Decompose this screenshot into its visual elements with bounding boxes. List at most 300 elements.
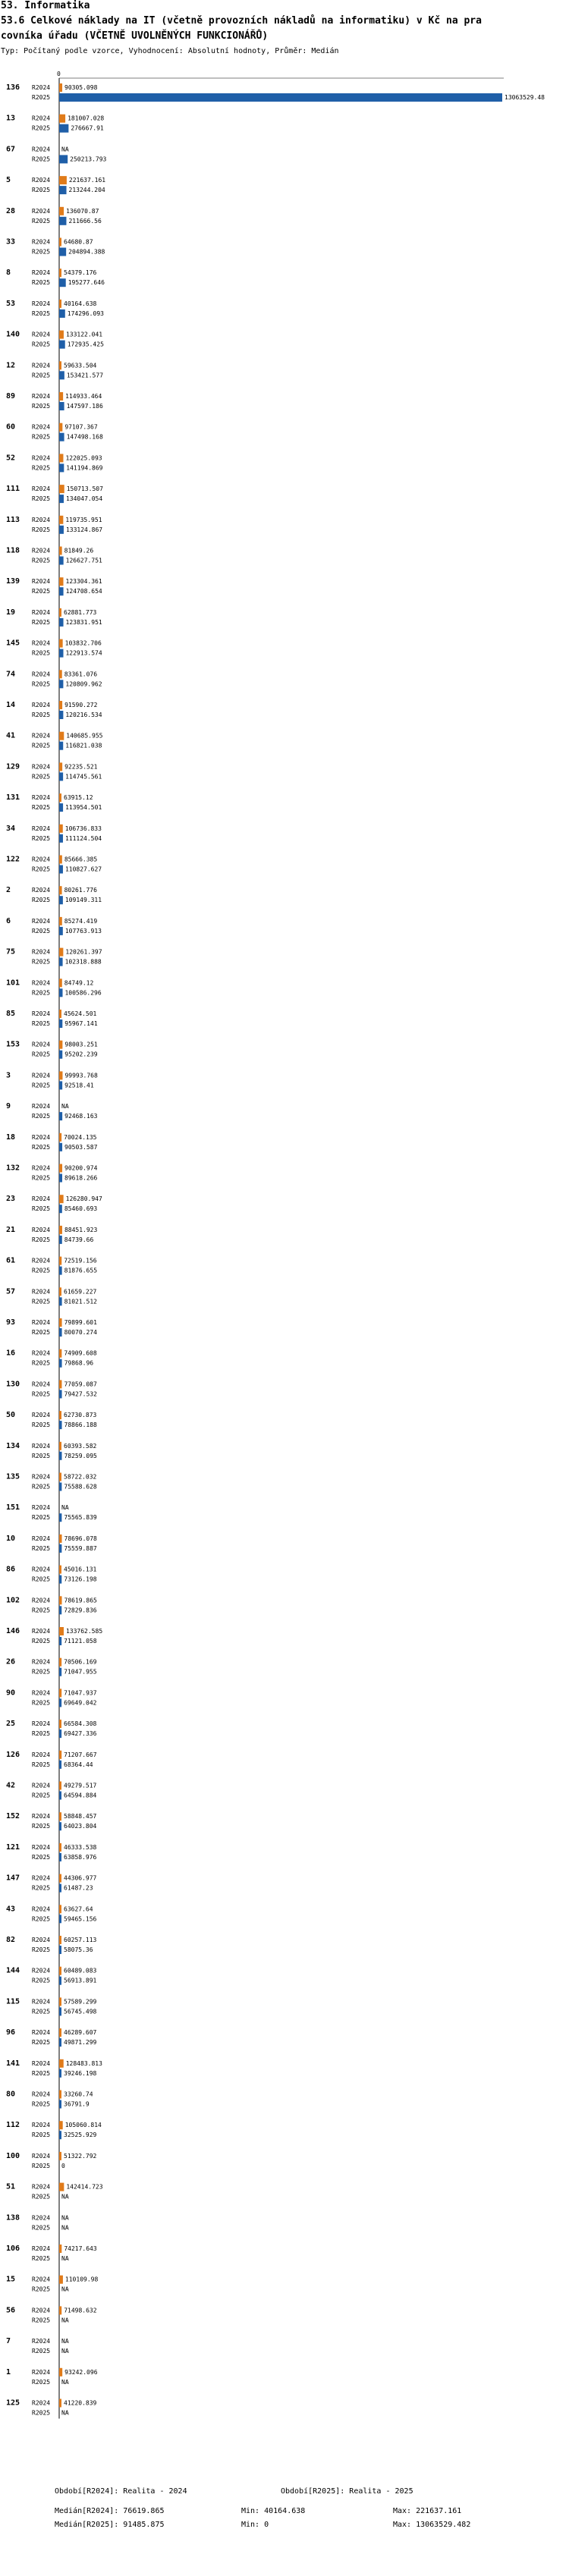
bar-r2024 (59, 670, 62, 678)
category-label: 89 (6, 392, 16, 401)
series-label-r2025: R2025 (32, 1082, 51, 1089)
category-label: 53 (6, 299, 16, 308)
series-label-r2024: R2024 (32, 639, 51, 647)
data-label-r2024: 103832.706 (64, 639, 102, 647)
data-label-r2024: 46289.607 (64, 2029, 97, 2037)
bar-r2025 (59, 1112, 62, 1120)
bar-r2024 (59, 732, 64, 740)
series-label-r2024: R2024 (32, 608, 51, 616)
data-label-r2024: 140685.955 (66, 732, 103, 740)
series-label-r2024: R2024 (32, 1689, 51, 1697)
bar-r2025 (59, 618, 64, 627)
category-label: 80 (6, 2090, 16, 2099)
data-label-r2024: 62881.773 (64, 608, 97, 616)
category-label: 111 (6, 485, 20, 494)
legend-period-2024: Období[R2024]: Realita - 2024 (55, 2487, 187, 2496)
series-label-r2024: R2024 (32, 2214, 51, 2222)
data-label-r2024: 142414.723 (66, 2183, 103, 2191)
data-label-r2025: 250213.793 (70, 156, 107, 163)
bar-r2024 (59, 1257, 61, 1265)
series-label-r2024: R2024 (32, 2152, 51, 2160)
data-label-r2025: 90503.587 (64, 1143, 98, 1151)
series-label-r2024: R2024 (32, 423, 51, 431)
category-label: 74 (6, 670, 16, 679)
series-label-r2024: R2024 (32, 1813, 51, 1820)
data-label-r2024: 60393.582 (64, 1442, 97, 1450)
bar-r2024 (59, 1442, 61, 1450)
data-label-r2025: 107763.913 (64, 927, 102, 935)
series-label-r2024: R2024 (32, 1473, 51, 1481)
data-label-r2025: 13063529.48 (505, 94, 545, 101)
bar-r2025 (59, 371, 64, 379)
data-label-r2024: 57589.299 (64, 1998, 97, 2006)
data-label-r2025: 147597.186 (66, 403, 103, 410)
series-label-r2025: R2025 (32, 2100, 51, 2108)
data-label-r2025: 71047.955 (64, 1668, 97, 1676)
bar-r2025 (59, 1328, 62, 1337)
category-label: 7 (6, 2337, 11, 2346)
data-label-r2024: 99993.768 (64, 1072, 98, 1079)
series-label-r2025: R2025 (32, 1575, 51, 1583)
data-label-r2025: 126627.751 (65, 557, 102, 564)
data-label-r2024: NA (61, 1103, 69, 1111)
series-label-r2025: R2025 (32, 1483, 51, 1491)
category-label: 33 (6, 237, 16, 247)
category-label: 42 (6, 1781, 16, 1790)
bar-r2025 (59, 803, 63, 812)
data-label-r2024: NA (61, 146, 69, 153)
bar-r2024 (59, 1041, 62, 1049)
bar-r2025 (59, 988, 62, 997)
bar-r2025 (59, 958, 63, 966)
bar-r2024 (59, 1287, 61, 1296)
bar-r2025 (59, 742, 63, 750)
data-label-r2025: 89618.266 (64, 1174, 98, 1182)
bar-r2024 (59, 1658, 61, 1667)
series-label-r2024: R2024 (32, 1164, 51, 1172)
series-label-r2024: R2024 (32, 1103, 51, 1111)
data-label-r2025: 120216.534 (65, 712, 102, 718)
series-label-r2025: R2025 (32, 2162, 51, 2169)
category-label: 134 (6, 1441, 20, 1450)
min-2024: Min: 40164.638 (241, 2507, 306, 2515)
chart-title-line-2: covníka úřadu (VČETNĚ UVOLNĚNÝCH FUNKCIONÁŘŮ) (1, 30, 269, 42)
series-label-r2024: R2024 (32, 393, 51, 400)
series-label-r2024: R2024 (32, 1381, 51, 1388)
series-label-r2024: R2024 (32, 825, 51, 832)
bar-r2024 (59, 454, 63, 462)
data-label-r2025: 81021.512 (64, 1298, 97, 1305)
category-label: 41 (6, 731, 16, 740)
series-label-r2024: R2024 (32, 917, 51, 925)
data-label-r2025: 59465.156 (64, 1915, 97, 1923)
data-label-r2024: 70024.135 (64, 1133, 97, 1141)
category-label: 140 (6, 330, 20, 339)
series-label-r2025: R2025 (32, 1544, 51, 1552)
series-label-r2024: R2024 (32, 331, 51, 338)
bar-r2024 (59, 238, 61, 247)
data-label-r2025: 113954.501 (65, 804, 102, 812)
bar-r2024 (59, 762, 62, 771)
bar-r2024 (59, 856, 62, 864)
series-label-r2025: R2025 (32, 649, 51, 657)
category-label: 61 (6, 1256, 16, 1265)
bar-r2025 (59, 1483, 61, 1491)
series-label-r2024: R2024 (32, 1288, 51, 1296)
data-label-r2025: 120809.962 (65, 680, 102, 688)
series-label-r2024: R2024 (32, 547, 51, 554)
series-label-r2025: R2025 (32, 1823, 51, 1830)
data-label-r2024: 70506.169 (64, 1658, 97, 1666)
data-label-r2024: 51322.792 (64, 2152, 97, 2160)
data-label-r2025: NA (61, 2224, 69, 2232)
series-label-r2025: R2025 (32, 1699, 51, 1707)
bar-r2025 (59, 1544, 61, 1553)
category-label: 125 (6, 2399, 20, 2408)
bar-r2025 (59, 1853, 61, 1861)
data-label-r2024: 71047.937 (64, 1689, 97, 1697)
series-label-r2024: R2024 (32, 1720, 51, 1728)
series-label-r2024: R2024 (32, 1504, 51, 1512)
data-label-r2025: 122913.574 (65, 649, 102, 657)
data-label-r2024: 85274.419 (64, 917, 98, 925)
min-2025: Min: 0 (241, 2521, 269, 2529)
data-label-r2025: 75565.839 (64, 1514, 97, 1522)
bar-r2024 (59, 516, 63, 524)
category-label: 9 (6, 1102, 11, 1111)
series-label-r2024: R2024 (32, 1628, 51, 1635)
data-label-r2025: 102318.888 (64, 958, 102, 966)
data-label-r2025: NA (61, 2285, 69, 2293)
bar-r2024 (59, 701, 62, 709)
bar-r2025 (59, 1236, 62, 1244)
category-label: 106 (6, 2245, 20, 2253)
data-label-r2024: 71498.632 (64, 2307, 97, 2314)
bar-r2025 (59, 1267, 62, 1275)
data-label-r2025: 73126.198 (64, 1575, 97, 1583)
series-label-r2024: R2024 (32, 2091, 51, 2098)
bar-r2025 (59, 2038, 61, 2047)
bar-r2024 (59, 1226, 62, 1234)
series-label-r2024: R2024 (32, 1195, 51, 1203)
category-label: 121 (6, 1842, 20, 1852)
data-label-r2024: 58848.457 (64, 1813, 97, 1820)
series-label-r2024: R2024 (32, 516, 51, 523)
category-label: 126 (6, 1750, 20, 1759)
series-label-r2025: R2025 (32, 2224, 51, 2232)
category-label: 136 (6, 83, 20, 92)
category-label: 12 (6, 361, 16, 370)
series-label-r2025: R2025 (32, 742, 51, 749)
data-label-r2024: 88451.923 (64, 1226, 98, 1233)
bar-r2024 (59, 1751, 61, 1759)
series-label-r2025: R2025 (32, 1668, 51, 1676)
series-label-r2025: R2025 (32, 1977, 51, 1984)
category-label: 16 (6, 1349, 16, 1358)
data-label-r2025: NA (61, 2348, 69, 2355)
bar-r2025 (59, 1205, 62, 1213)
category-label: 18 (6, 1132, 16, 1142)
bar-r2024 (59, 1720, 61, 1728)
bar-r2024 (59, 948, 63, 957)
data-label-r2024: 110109.98 (64, 2276, 99, 2283)
series-label-r2025: R2025 (32, 279, 51, 287)
data-label-r2025: 92468.163 (64, 1113, 98, 1120)
category-label: 141 (6, 2059, 20, 2068)
bar-r2024 (59, 1812, 61, 1820)
category-label: 15 (6, 2275, 16, 2284)
series-label-r2024: R2024 (32, 1597, 51, 1604)
category-label: 100 (6, 2151, 20, 2160)
data-label-r2025: 147498.168 (66, 433, 103, 441)
data-label-r2025: 56913.891 (64, 1977, 97, 1984)
series-label-r2024: R2024 (32, 794, 51, 802)
bar-r2024 (59, 2121, 63, 2129)
bar-r2024 (59, 2028, 61, 2037)
bar-r2024 (59, 1782, 61, 1790)
series-label-r2025: R2025 (32, 433, 51, 441)
data-label-r2024: 54379.176 (64, 269, 97, 277)
data-label-r2024: 123304.361 (65, 578, 102, 586)
series-label-r2024: R2024 (32, 1658, 51, 1666)
bar-r2025 (59, 587, 64, 595)
series-label-r2024: R2024 (32, 454, 51, 462)
series-label-r2024: R2024 (32, 763, 51, 771)
bar-r2025 (59, 248, 66, 256)
category-label: 60 (6, 423, 16, 432)
chart-subtitle: Typ: Počítaný podle vzorce, Vyhodnocení: Absolutní hodnoty, Průměr: Medián (1, 47, 339, 55)
data-label-r2025: 39246.198 (64, 2069, 97, 2077)
series-label-r2024: R2024 (32, 1751, 51, 1758)
series-label-r2024: R2024 (32, 146, 51, 153)
series-label-r2025: R2025 (32, 495, 51, 503)
bar-r2024 (59, 2306, 61, 2314)
bar-r2025 (59, 834, 63, 843)
data-label-r2024: 78619.865 (64, 1597, 97, 1604)
series-label-r2024: R2024 (32, 2368, 51, 2376)
category-label: 96 (6, 2028, 16, 2037)
series-label-r2024: R2024 (32, 732, 51, 740)
data-label-r2025: 85460.693 (64, 1205, 98, 1213)
data-label-r2025: NA (61, 2255, 69, 2262)
data-label-r2024: 80261.776 (64, 887, 97, 894)
series-label-r2024: R2024 (32, 2276, 51, 2283)
data-label-r2024: 45624.501 (64, 1010, 97, 1017)
series-label-r2024: R2024 (32, 1442, 51, 1450)
series-label-r2025: R2025 (32, 94, 51, 101)
series-label-r2024: R2024 (32, 1010, 51, 1017)
bar-r2025 (59, 463, 64, 472)
data-label-r2025: 95967.141 (64, 1020, 98, 1027)
data-label-r2024: 133762.585 (65, 1628, 103, 1635)
category-label: 85 (6, 1010, 16, 1018)
max-2024: Max: 221637.161 (393, 2507, 462, 2515)
series-label-r2024: R2024 (32, 856, 51, 863)
bar-r2025 (59, 124, 68, 133)
data-label-r2025: NA (61, 2409, 69, 2417)
data-label-r2025: 56745.498 (64, 2008, 97, 2015)
bar-r2024 (59, 1195, 64, 1203)
data-label-r2024: 60489.083 (64, 1967, 97, 1974)
category-label: 19 (6, 608, 16, 617)
category-label: 132 (6, 1164, 20, 1173)
bar-r2024 (59, 1411, 61, 1419)
series-label-r2025: R2025 (32, 526, 51, 533)
category-label: 43 (6, 1905, 16, 1914)
series-label-r2024: R2024 (32, 1226, 51, 1233)
series-label-r2025: R2025 (32, 618, 51, 626)
category-label: 13 (6, 114, 16, 123)
series-label-r2025: R2025 (32, 1359, 51, 1367)
series-label-r2025: R2025 (32, 1422, 51, 1429)
data-label-r2024: 60257.113 (64, 1937, 97, 1943)
data-label-r2025: 213244.204 (68, 187, 105, 194)
data-label-r2025: 195277.646 (68, 279, 105, 287)
bar-r2025 (59, 649, 63, 658)
data-label-r2024: 133122.041 (65, 331, 103, 338)
bar-r2025 (59, 2131, 61, 2139)
series-label-r2025: R2025 (32, 958, 51, 966)
data-label-r2025: 116821.038 (65, 742, 102, 749)
bar-r2024 (59, 269, 61, 277)
data-label-r2025: 134047.054 (65, 495, 103, 503)
data-label-r2024: 78696.078 (64, 1535, 97, 1542)
bar-r2024 (59, 1905, 61, 1913)
series-label-r2024: R2024 (32, 1843, 51, 1851)
category-label: 25 (6, 1720, 16, 1729)
data-label-r2025: 75559.887 (64, 1544, 97, 1552)
series-label-r2025: R2025 (32, 897, 51, 904)
category-label: 8 (6, 269, 11, 278)
data-label-r2024: 45016.131 (64, 1566, 97, 1573)
bar-r2024 (59, 2399, 61, 2408)
data-label-r2025: 71121.058 (64, 1638, 97, 1645)
legend-period-2025: Období[R2025]: Realita - 2025 (281, 2487, 413, 2496)
series-label-r2024: R2024 (32, 1566, 51, 1573)
bar-r2025 (59, 1174, 62, 1183)
bar-r2025 (59, 1822, 61, 1830)
data-label-r2025: 32525.929 (64, 2131, 97, 2139)
data-label-r2025: 123831.951 (65, 618, 102, 626)
series-label-r2025: R2025 (32, 1761, 51, 1768)
series-label-r2025: R2025 (32, 773, 51, 781)
category-label: 10 (6, 1534, 16, 1543)
series-label-r2025: R2025 (32, 1329, 51, 1336)
series-label-r2024: R2024 (32, 2307, 51, 2314)
bar-r2024 (59, 1936, 61, 1944)
bar-r2024 (59, 1133, 61, 1142)
bar-r2024 (59, 547, 62, 555)
category-label: 101 (6, 979, 20, 988)
data-label-r2024: 81849.26 (64, 547, 94, 554)
bar-r2024 (59, 2059, 64, 2068)
data-label-r2024: NA (61, 2214, 69, 2222)
series-label-r2025: R2025 (32, 403, 51, 410)
bar-r2025 (59, 772, 63, 781)
data-label-r2025: 95202.239 (64, 1051, 98, 1058)
data-label-r2025: 79427.532 (64, 1390, 97, 1398)
bar-r2024 (59, 2152, 61, 2160)
category-label: 90 (6, 1689, 16, 1698)
series-label-r2025: R2025 (32, 1638, 51, 1645)
series-label-r2025: R2025 (32, 1792, 51, 1799)
data-label-r2025: 204894.388 (68, 248, 105, 256)
data-label-r2024: 106736.833 (64, 825, 102, 832)
series-label-r2025: R2025 (32, 2317, 51, 2324)
bar-r2025 (59, 495, 64, 503)
category-label: 52 (6, 454, 16, 463)
series-label-r2025: R2025 (32, 1051, 51, 1058)
category-label: 131 (6, 793, 20, 803)
bar-r2024 (59, 917, 62, 925)
data-label-r2024: 58722.032 (64, 1473, 97, 1481)
bar-r2024 (59, 1566, 61, 1574)
series-label-r2025: R2025 (32, 464, 51, 472)
series-label-r2025: R2025 (32, 2409, 51, 2417)
max-2025: Max: 13063529.482 (393, 2521, 471, 2529)
bar-r2025 (59, 1761, 61, 1769)
category-label: 26 (6, 1657, 16, 1667)
data-label-r2024: 90305.098 (64, 84, 98, 91)
bar-r2025 (59, 1884, 61, 1893)
series-label-r2025: R2025 (32, 1020, 51, 1027)
data-label-r2024: 98003.251 (64, 1041, 98, 1048)
series-label-r2025: R2025 (32, 341, 51, 348)
data-label-r2024: 120261.397 (65, 948, 102, 956)
category-label: 153 (6, 1040, 20, 1049)
bar-r2024 (59, 1071, 62, 1079)
data-label-r2025: 58075.36 (64, 1946, 93, 1953)
bar-r2025 (59, 557, 64, 565)
series-label-r2025: R2025 (32, 927, 51, 935)
series-label-r2025: R2025 (32, 865, 51, 873)
series-label-r2025: R2025 (32, 1113, 51, 1120)
data-label-r2024: 74909.608 (64, 1349, 97, 1357)
section-heading: 53. Informatika (1, 0, 90, 11)
data-label-r2025: 69427.336 (64, 1730, 97, 1738)
category-label: 115 (6, 1997, 20, 2006)
series-label-r2025: R2025 (32, 187, 51, 194)
bar-r2024 (59, 331, 64, 339)
data-label-r2024: NA (61, 2338, 69, 2345)
bar-r2024 (59, 1535, 62, 1543)
series-label-r2024: R2024 (32, 2399, 51, 2407)
category-label: 57 (6, 1287, 16, 1296)
series-label-r2024: R2024 (32, 1874, 51, 1882)
bar-r2024 (59, 1843, 61, 1852)
category-label: 93 (6, 1318, 16, 1327)
bar-r2025 (59, 186, 67, 194)
data-label-r2024: 64680.87 (64, 238, 93, 246)
bar-r2024 (59, 886, 62, 894)
series-label-r2024: R2024 (32, 115, 51, 122)
bar-r2025 (59, 217, 66, 225)
series-label-r2024: R2024 (32, 207, 51, 215)
axis-zero-label: 0 (57, 71, 61, 77)
data-label-r2024: 49279.517 (64, 1782, 97, 1789)
bar-r2025 (59, 1729, 61, 1738)
series-label-r2025: R2025 (32, 2285, 51, 2293)
category-label: 138 (6, 2213, 20, 2223)
data-label-r2025: 172935.425 (67, 341, 104, 348)
bar-r2025 (59, 2069, 61, 2078)
series-label-r2025: R2025 (32, 804, 51, 812)
bar-r2024 (59, 1010, 61, 1018)
bar-r2025 (59, 526, 64, 534)
bar-r2025 (59, 402, 64, 410)
bar-r2024 (59, 1689, 61, 1697)
bar-r2025 (59, 1143, 62, 1151)
